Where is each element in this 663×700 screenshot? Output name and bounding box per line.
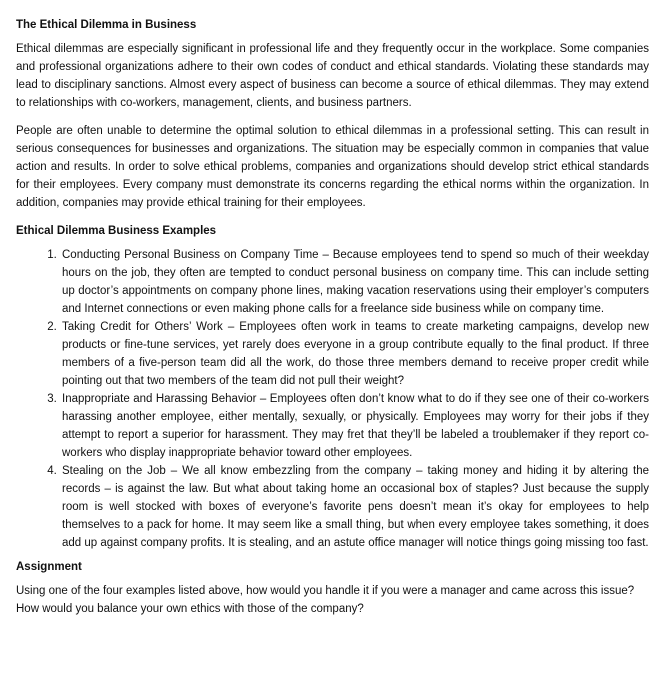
intro-paragraph: Ethical dilemmas are especially significant in professional life and they frequently occur in the workplace. Some companies and professional organizations adhere to their own codes of conduct and ethical standards. Violating these standards may lead to disciplinary sanctions. Almost every aspect of business can become a source of ethical dilemmas. They may extend to relationships with co-workers, management, clients, and business partners. <box>16 43 649 109</box>
intro-paragraph: People are often unable to determine the optimal solution to ethical dilemmas in a professional setting. This can result in serious consequences for businesses and organizations. The situation may be especially common in companies that value action and results. In order to solve ethical problems, companies and organizations should develop strict ethical standards for their employees. Every company must demonstrate its concerns regarding the ethical norms within the organization. In addition, companies may provide ethical training for their employees. <box>16 125 649 209</box>
example-item: 1. Conducting Personal Business on Company Time – Because employees tend to spend so much of their weekday hours on the job, they often are tempted to conduct personal business on company time. This can include setting up doctor’s appointments on company phone lines, making vacation reservations using their employer’s computers and Internet connections or even making phone calls for a freelance side business while on company time. <box>60 246 649 318</box>
assignment-heading: Assignment <box>16 561 82 573</box>
example-item: 2. Taking Credit for Others’ Work – Employees often work in teams to create marketing campaigns, develop new products or fine-tune services, yet rarely does everyone in a group contribute equally to the final product. If three members of a five-person team did all the work, do those three members demand to receive proper credit while pointing out that two members of the team did not pull their weight? <box>60 318 649 390</box>
assignment-text: Using one of the four examples listed above, how would you handle it if you were a manager and came across this issue? How would you balance your own ethics with those of the company? <box>16 585 635 615</box>
document-title: The Ethical Dilemma in Business <box>16 19 197 31</box>
example-item: 4. Stealing on the Job – We all know embezzling from the company – taking money and hiding it by altering the records – is against the law. But what about taking home an occasional box of staples? Just because the supply room is well stocked with boxes of everyone’s favorite pens doesn’t mean it’s okay for employees to help themselves to a pack for home. It may seem like a small thing, but when every employee takes something, it does add up against company profits. It is stealing, and an astute office manager will notice things going missing too fast. <box>60 462 649 552</box>
examples-list <box>16 246 649 552</box>
examples-heading: Ethical Dilemma Business Examples <box>16 225 217 237</box>
example-item: 3. Inappropriate and Harassing Behavior – Employees often don’t know what to do if they see one of their co-workers harassing another employee, either mentally, sexually, or physically. Employees may worry for their jobs if they attempt to report a superior for harassment. They may fret that they’ll be labeled a troublemaker if they report co-workers who display inappropriate behavior toward other employees. <box>60 390 649 462</box>
